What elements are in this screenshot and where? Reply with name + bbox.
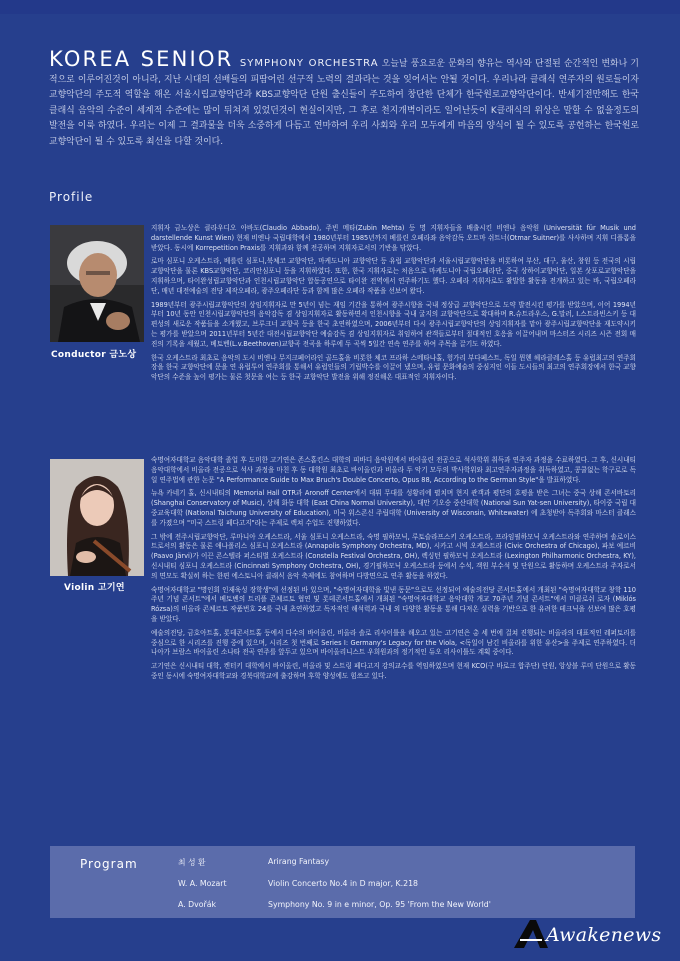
violinist-bio-paragraph: 고기연은 신시내티 대학, 켄터키 대학에서 바이올린, 비올라 및 스트링 페다고지 강의교수를 역임하였으며 현재 KCO(구 바로크 합주단) 단원, 앙상블 루미 단원으로 활동 중인 동시에 숙명여자대학교와 경북대학교에 출강하며 후학 양성에도 힘쓰고 있다.	[151, 662, 636, 680]
conductor-caption: Conductor 금노상	[51, 350, 137, 360]
intro-text	[49, 47, 639, 151]
logo-text: Awakenews	[546, 924, 662, 946]
violinist-bio-paragraph: 뉴욕 카네기 홀, 신시내티의 Memorial Hall OTR과 Aronoff Center에서 대뷔 무대를 성황리에 펼치며 현지 관객과 평단의 호평을 받은 그녀는 중국 상해 콘서바토리 (Shanghai Conservatory of Music), 상해 화동 대학 (East China Normal University), 대만 기오승 중산대학 (National Sun Yat-sen University), 타이중 국립 대중교육대학 (National Taichung University of Education), 미국 위스콘신 주립대학 (University of Wisconsin, Whitewater) 에 초청받아 독주회와 마스터 클래스를 가졌으며 "미국 스트링 페다고지"라는 주제로 렉쳐 수업도 진행하였다.	[151, 489, 636, 527]
violinist-photo	[50, 459, 144, 576]
violinist-bio	[151, 456, 636, 686]
profile-heading: Profile	[49, 190, 94, 204]
violinist-bio-paragraph: 숙명여자대학교 "명인회 인재육성 장학생"에 선정된 바 있으며, "숙명여자대학을 빛낸 동문"으로도 선정되어 예술의전당 콘서트홀에서 개최된 "숙명여자대학교 창학 110주년 기념 콘서트"에서 베토벤의 트리플 콘체르토 협연 및 롯데콘서트홀에서 개최된 "숙명여자대학교 음악대학 개교 70주년 기념 콘서트"에서 미클로쉬 로자 (Miklós Rózsa)의 비올라 콘체르토 작품번호 24를 국내 초연하였고 독자적인 해석력과 국내 외 다양한 활동을 통해 다져온 실력을 기반으로 한 유려한 테크닉을 선보여 많은 호평을 받았다.	[151, 585, 636, 623]
program-composer: W. A. Mozart	[178, 879, 227, 888]
violinist-bio-paragraph: 숙명여자대학교 음악대학 졸업 후 도미한 고기연은 존스홉킨스 대학의 피바디 음악원에서 바이올린 전공으로 석사학위 취득과 연주자 과정을 수료하였다. 그 후, 신시내티 음악대학에서 비올라 전공으로 석사 과정을 마친 후 동 대학원 최초로 바이올린과 비올라 두 악기 모두의 박사학위와 최고연주자과정을 취득하였고, 콩쿨없는 학구로로 독일 연주법에 관한 논문 "A Performance Guide to Max Bruch's Double Concerto, Opus 88, According to the German Style"을 발표하였다.	[151, 456, 636, 484]
program-work: Arirang Fantasy	[268, 857, 330, 866]
conductor-bio-paragraph: 1989년부터 광주시립교향악단의 상임지휘자로 만 5년이 넘는 재임 기간을 통하여 광주시향을 국내 정상급 교향악단으로 도약 발전시킨 평가를 받았으며, 이어 1994년부터 10년 동안 인천시립교향악단의 음악감독 겸 상임지휘자로 활동하면서 인천시향을 국내 굴지의 교향악단으로 확대하며 R.슈트라우스, G.말러, I.스트라빈스키 등 대편성의 새로운 작품들을 소개했고, 브루크너 교향곡 등을 한국 초연하였으며, 2006년부터 다시 광주시립교향악단의 상임지휘자를 맡아 광주시립교향악단을 재도약시키는 평가를 받았으며 2011년부터 5년간 대전시립교향악단 예술감독 겸 상임지휘자로 취임하여 관객들로부터 절대적인 호응을 이끌어내며 마스터즈 시리즈 시즌 전회 매진의 기록을 세웠고, 베토벤(L.v.Beethoven)교향곡 전곡을 하루에 두 곡씩 5일간 연속 연주를 하여 주목을 끌기도 하였다.	[151, 300, 636, 348]
program-composer: A. Dvořák	[178, 900, 217, 909]
violinist-bio-paragraph: 예술의전당, 금호아트홀, 롯데콘서트홀 등에서 다수의 바이올린, 비올라 솔로 리사이틀을 해오고 있는 고기연은 총 세 번에 걸쳐 진행되는 비올라의 대표적인 레퍼토리를 중심으로 한 시리즈를 진행 중에 있으며, 시리즈 첫 번째로 Series I: Germany's Legacy for the Viola, <독일이 남긴 비올라를 위한 유산>을 주제로 연주하였다. 더 나아가 브람스 바이올린 소나타 전곡 연주를 앞두고 있으며 바이올리니스트 우희원과의 정기적인 듀오 리사이틀도 계획 중이다.	[151, 628, 636, 657]
awakenews-logo	[512, 918, 672, 952]
program-work: Violin Concerto No.4 in D major, K.218	[268, 879, 418, 888]
program-title: Program	[80, 857, 138, 871]
program-work: Symphony No. 9 in e minor, Op. 95 'From the New World'	[268, 900, 491, 909]
conductor-bio-paragraph: 지휘자 금노상은 클라우디오 아바도(Claudio Abbado), 주빈 메타(Zubin Mehta) 등 명 지휘자들을 배출시킨 비엔나 음악원 (Universität für Musik und darstellende Kunst Wien) 현재 비엔나 국립대학에서 1980년부터 1985년까지 베를린 오페라좌 음악감독 오트마 쉬트너(Otmar Suitner)를 사사하며 지휘 디플롬을 받았다. 동시에 Korrepetition Praxis를 지휘과와 함께 전공하며 지휘자로서의 기반을 닦았다.	[151, 224, 636, 252]
violinist-bio-paragraph: 그 밖에 전주시립교향악단, 루마니아 오케스트라, 서울 심포니 오케스트라, 숙명 필하모닉, 루토슬라프스키 오케스트라, 프라임필하모닉 오케스트라와 연주하며 솔로이스트로서의 활동은 물론 애나폴리스 심포니 오케스트라 (Annapolis Symphony Orchestra, MD), 시카고 시빅 오케스트라 (Civic Orchestra of Chicago), 파보 예르비(Paavo Järvi)가 이끈 콘스텔라 퍼스티벌 오케스트라 (Constella Festival Orchestra, OH), 렉싱턴 필하모닉 오케스트라 (Lexington Philharmonic Orchestra, KY), 신시내티 심포니 오케스트라 (Cincinnati Symphony Orchestra, OH), 경기필하모닉 오케스트라 등에서 수석, 객원 부수석 및 단원으로 활동하며 오케스트라 주자로서의 면모도 확실히 하는 한편 에스토니아 클래식 음악 축제에도 참여하며 다방면으로 연주 활동을 하였다.	[151, 532, 636, 580]
violinist-caption: Violin 고기연	[64, 583, 125, 593]
intro-body: 오늘날 풍요로운 문화의 향유는 역사와 단절된 순간적인 변화나 기적으로 이루어진것이 아니라, 지난 시대의 선배들의 피땀어린 선구적 노력의 결과라는 것을 잊어서는 안될 것이다. 우리나라 클래식 연주자의 원로들이자 교향악단의 주도적 역할을 해온 서울시립교향악단과 KBS교향악단 단원 출신들이 주도하여 창단한 단체가 한국원로교향악단이다. 반세기전만해도 한국 클래식 음악의 수준이 세계적 수준에는 많이 뒤쳐져 있었던것이 현실이지만, 그 후로 천지개벽이라도 일어난듯이 K클래식의 위상은 말할 수 없을정도의 발전을 이룩 하였다. 우리는 이제 그 결과물을 더욱 소중하게 다듬고 연마하여 우리 사회와 우리 모두에게 마음의 양식이 될 수 있도록 공헌하는 한국원로교향악단이 될 수 있도록 최선을 다할 것이다.	[49, 59, 639, 147]
conductor-photo	[50, 225, 144, 342]
intro-title: KOREA SENIOR	[49, 47, 234, 71]
conductor-bio-paragraph: 한국 오케스트라 최초로 음악의 도시 비엔나 무지크페어라인 골드홀을 비롯한 체코 프라하 스메타나홀, 헝가리 부다페스트, 독일 뮌헨 헤라클레스홀 등 유럽최고의 연주회장을 한국 교향악단에 문을 연 유럽투어 연주회를 통해서 유럽인들의 기립박수를 이끌어 냈으며, 유럽 문화예술의 중심지인 이들 도시들의 최고의 연주회장에서 한국 교향악단의 수준을 높이 평가는 물론 첫문을 여는 등 한국 교향악단 발전을 위해 정진해온 대표적인 지휘자이다.	[151, 353, 636, 382]
program-panel	[50, 846, 635, 918]
top-band	[0, 0, 680, 14]
conductor-bio	[151, 224, 636, 387]
intro-orchestra: SYMPHONY ORCHESTRA	[239, 58, 379, 69]
program-composer: 최 성 환	[178, 858, 206, 867]
conductor-bio-paragraph: 로마 심포니 오케스트라, 베를린 심포니,북체코 교향악단, 마케도니아 교향악단 등 유럽 교향악단과 서울시립교향악단을 비롯하여 부산, 대구, 울산, 창원 등 전국의 시립교향악단을 물론 KBS교향악단, 코리안심포니 등을 지휘하였다. 또한, 한국 지휘자로는 처음으로 마케도니아 국립오페라단, 중국 상하이교향악단, 일본 삿포로교향악단을 지휘하으며, 타이완성립교향악단과 인천시립교향악단 합동공연으로 타이완 전역에서 연주하기도 했다. 오페라 지휘자로도 활발한 활동을 전개하고 있는 바, 국립오페라단, 매년 대전예술의 전당 제작오페라, 광주오페라단 등과 함께 많은 오페라 작품을 선보여 왔다.	[151, 257, 636, 295]
